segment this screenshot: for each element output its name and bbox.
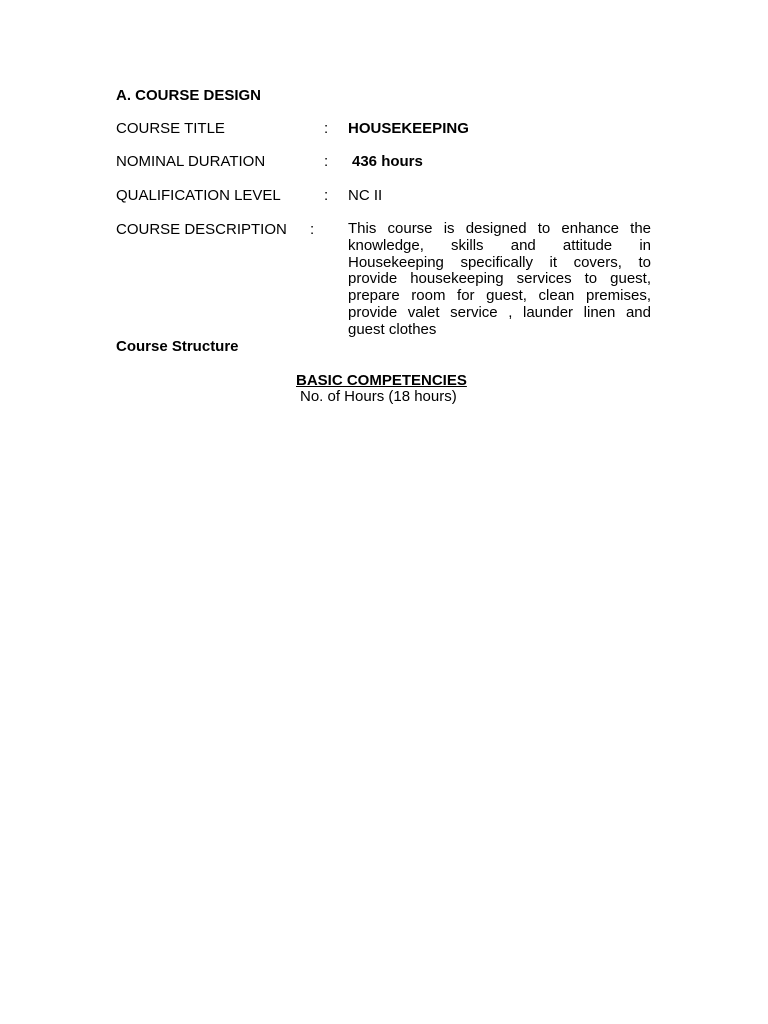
section-heading: A. COURSE DESIGN <box>116 87 262 104</box>
course-description-text: This course is designed to enhance the knowledge, skills and attitude in Housekeeping specifically it covers, to provide housekeeping services to guest, prepare room for guest, clean premises, provide valet service , launder linen and guest clothes <box>348 220 651 338</box>
qualification-level-colon: : <box>324 187 329 204</box>
course-structure-heading: Course Structure <box>116 338 239 355</box>
qualification-level-value: NC II <box>348 187 383 204</box>
nominal-duration-value: 436 hours <box>352 153 423 170</box>
basic-competencies-title: BASIC COMPETENCIES <box>296 372 467 389</box>
course-title-label: COURSE TITLE <box>116 120 225 137</box>
qualification-level-label: QUALIFICATION LEVEL <box>116 187 281 204</box>
course-description-label: COURSE DESCRIPTION <box>116 221 287 238</box>
nominal-duration-colon: : <box>324 153 329 170</box>
nominal-duration-label: NOMINAL DURATION <box>116 153 266 170</box>
basic-competencies-hours: No. of Hours (18 hours) <box>300 388 457 405</box>
course-title-colon: : <box>324 120 329 137</box>
course-title-value: HOUSEKEEPING <box>348 120 469 137</box>
course-description-colon: : <box>310 221 315 238</box>
